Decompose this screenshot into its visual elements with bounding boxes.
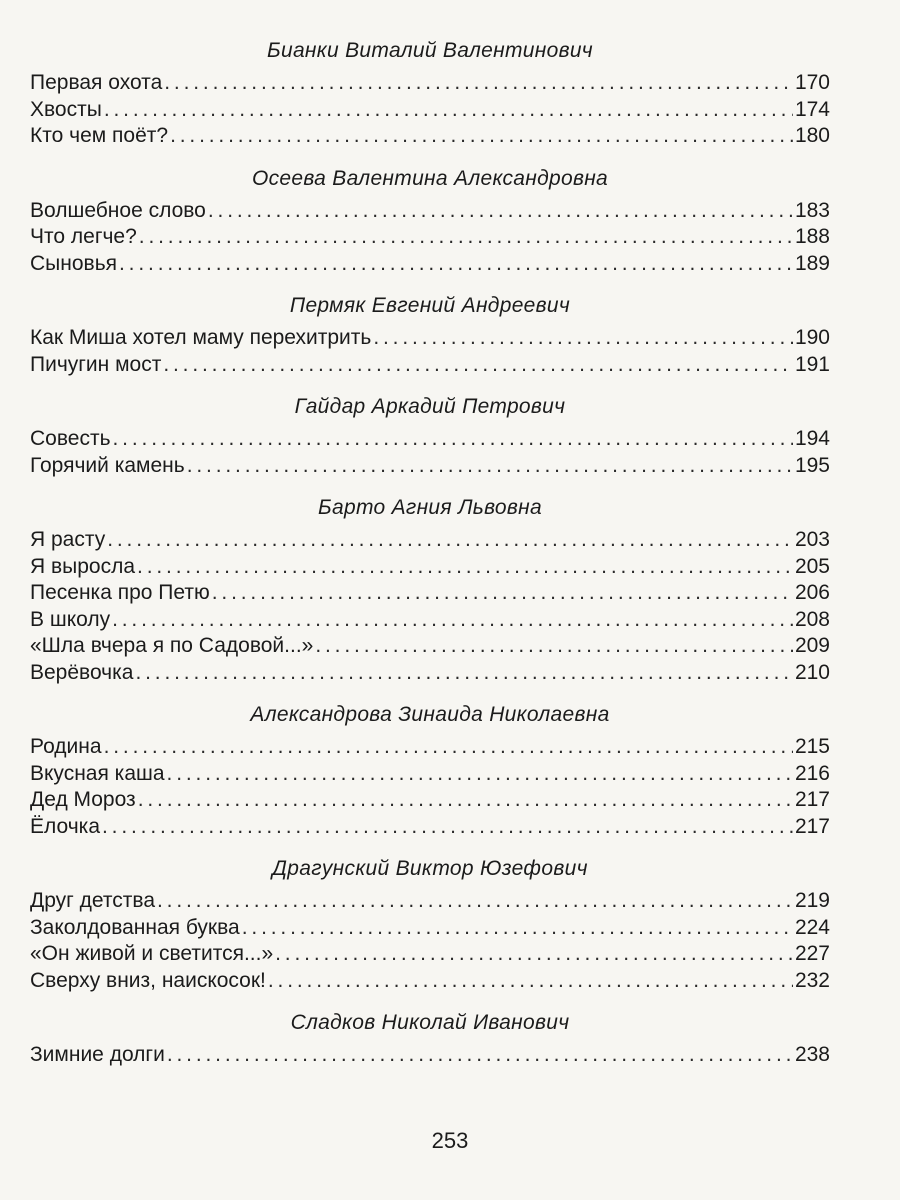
entry-page-number: 195 [794, 453, 830, 477]
dot-leader [167, 1042, 793, 1069]
toc-entry [30, 453, 830, 480]
toc-entry [30, 968, 830, 995]
entry-page-number: 232 [794, 968, 830, 992]
entry-title: Совесть [30, 427, 111, 450]
author-section [30, 856, 830, 994]
entry-title: Я расту [30, 528, 106, 551]
dot-leader [170, 123, 793, 150]
toc-entry [30, 787, 830, 814]
entry-title: Первая охота [30, 71, 163, 94]
entry-title: Волшебное слово [30, 198, 206, 222]
entry-title: В школу [30, 607, 111, 631]
toc-entry [30, 554, 830, 581]
entry-title: Кто чем поёт? [30, 124, 169, 147]
toc-entry [30, 198, 830, 225]
author-section [30, 293, 830, 378]
dot-leader [104, 734, 793, 761]
entry-page-number: 209 [794, 634, 830, 657]
entry-page-number: 203 [794, 528, 830, 551]
entry-page-number: 217 [794, 788, 830, 811]
dot-leader [157, 888, 793, 915]
author-section [30, 495, 830, 686]
entry-page-number: 238 [794, 1043, 830, 1066]
dot-leader [373, 325, 793, 352]
dot-leader [135, 660, 793, 687]
table-of-contents [30, 38, 830, 1085]
dot-leader [137, 554, 793, 581]
entry-page-number: 210 [794, 660, 830, 684]
author-section [30, 702, 830, 840]
entry-title: Как Миша хотел маму перехитрить [30, 326, 372, 349]
entry-page-number: 170 [794, 71, 830, 94]
author-section [30, 38, 830, 150]
toc-entry [30, 660, 830, 687]
entry-title: Родина [30, 735, 102, 758]
entry-page-number: 227 [794, 942, 830, 965]
entry-title: Ёлочка [30, 814, 100, 838]
author-heading: Пермяк Евгений Андреевич [289, 294, 571, 317]
dot-leader [268, 968, 793, 995]
entry-page-number: 217 [794, 814, 830, 838]
dot-leader [315, 633, 793, 660]
toc-entry [30, 426, 830, 453]
page-number: 253 [431, 1128, 469, 1153]
entry-page-number: 180 [794, 124, 830, 147]
toc-entry [30, 97, 830, 124]
entry-title: Я выросла [30, 554, 136, 578]
author-section [30, 1010, 830, 1069]
dot-leader [138, 787, 793, 814]
toc-entry [30, 734, 830, 761]
entry-title: Зимние долги [30, 1043, 165, 1066]
entry-title: Сыновья [30, 251, 118, 275]
author-heading: Сладков Николай Иванович [290, 1011, 570, 1034]
entry-page-number: 191 [794, 352, 830, 376]
author-heading: Гайдар Аркадий Петрович [294, 395, 566, 418]
author-heading: Александрова Зинаида Николаевна [250, 703, 610, 726]
entry-title: Верёвочка [30, 660, 134, 684]
dot-leader [104, 97, 793, 124]
toc-entry [30, 70, 830, 97]
entry-title: Горячий камень [30, 453, 185, 477]
entry-title: Хвосты [30, 97, 102, 121]
toc-entry [30, 123, 830, 150]
entry-title: «Он живой и светится...» [30, 942, 274, 965]
author-section [30, 394, 830, 479]
entry-page-number: 208 [794, 607, 830, 631]
toc-entry [30, 580, 830, 607]
entry-page-number: 206 [794, 581, 830, 604]
dot-leader [167, 761, 793, 788]
entry-page-number: 183 [794, 198, 830, 222]
toc-entry [30, 633, 830, 660]
dot-leader [113, 426, 793, 453]
dot-leader [208, 198, 793, 225]
dot-leader [102, 814, 793, 841]
author-heading: Осеева Валентина Александровна [251, 166, 609, 190]
entry-page-number: 194 [794, 427, 830, 450]
dot-leader [163, 352, 793, 379]
entry-page-number: 219 [794, 889, 830, 912]
entry-page-number: 190 [794, 326, 830, 349]
toc-entry [30, 224, 830, 251]
dot-leader [275, 941, 793, 968]
dot-leader [112, 607, 793, 634]
entry-title: Песенка про Петю [30, 581, 210, 604]
entry-title: Пичугин мост [30, 352, 162, 376]
entry-title: Сверху вниз, наискосок! [30, 968, 266, 992]
entry-title: «Шла вчера я по Садовой...» [30, 634, 314, 657]
author-section [30, 166, 830, 278]
entry-title: Заколдованная буква [30, 915, 240, 939]
toc-entry [30, 1042, 830, 1069]
toc-entry [30, 888, 830, 915]
entry-page-number: 205 [794, 554, 830, 578]
entry-page-number: 215 [794, 735, 830, 758]
author-heading: Драгунский Виктор Юзефович [272, 857, 588, 880]
dot-leader [164, 70, 793, 97]
toc-entry [30, 352, 830, 379]
entry-page-number: 174 [794, 97, 830, 121]
entry-title: Что легче? [30, 225, 137, 248]
entry-title: Друг детства [30, 889, 155, 912]
toc-entry [30, 941, 830, 968]
entry-title: Дед Мороз [30, 788, 136, 811]
dot-leader [119, 251, 793, 278]
author-heading: Барто Агния Львовна [318, 496, 542, 519]
dot-leader [212, 580, 793, 607]
toc-entry [30, 761, 830, 788]
entry-page-number: 189 [794, 251, 830, 275]
entry-page-number: 188 [794, 225, 830, 248]
toc-entry [30, 607, 830, 634]
toc-entry [30, 527, 830, 554]
entry-title: Вкусная каша [30, 761, 165, 785]
author-heading: Бианки Виталий Валентинович [267, 39, 593, 62]
toc-entry [30, 915, 830, 942]
toc-entry [30, 251, 830, 278]
toc-entry [30, 814, 830, 841]
entry-page-number: 216 [794, 761, 830, 785]
dot-leader [242, 915, 793, 942]
toc-entry [30, 325, 830, 352]
dot-leader [139, 224, 793, 251]
dot-leader [107, 527, 793, 554]
dot-leader [187, 453, 793, 480]
entry-page-number: 224 [794, 915, 830, 939]
